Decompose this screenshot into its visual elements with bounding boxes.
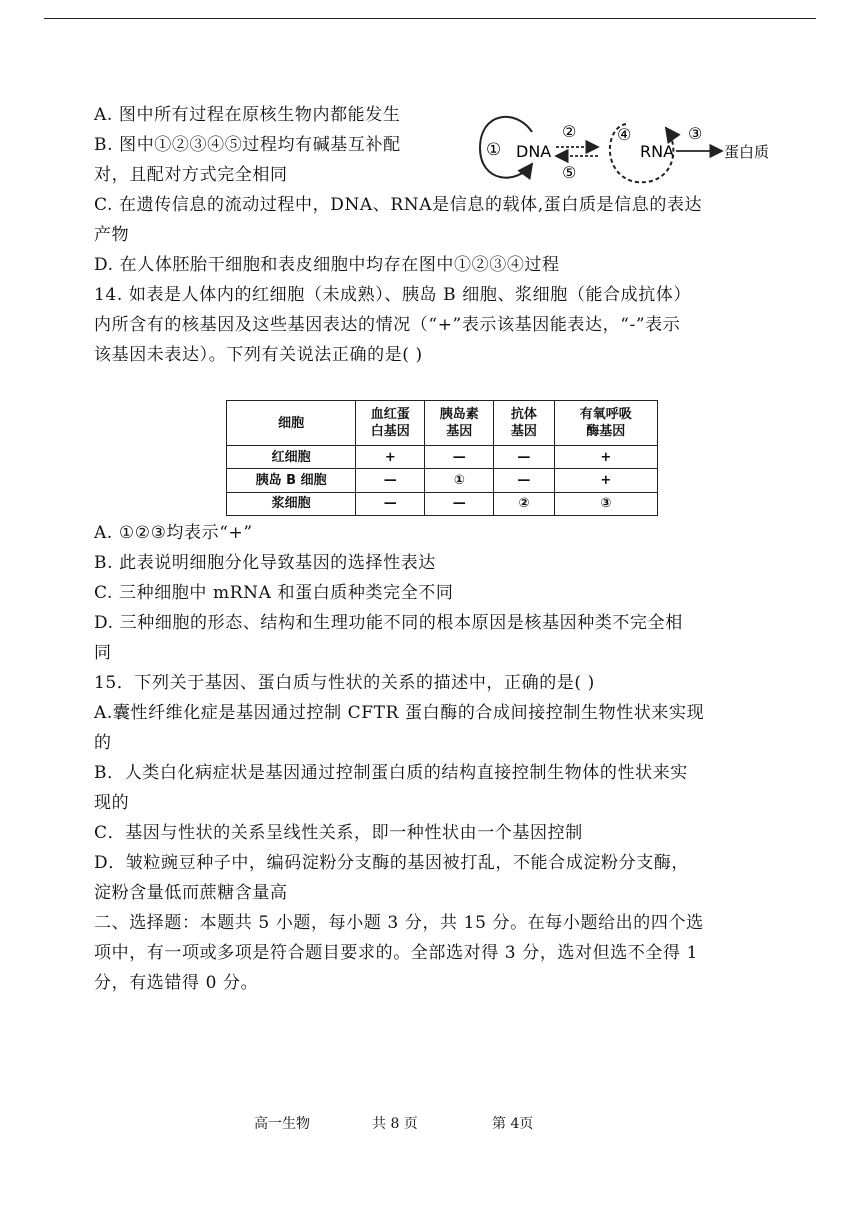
q13-option-b-line1: B. 图中①②③④⑤过程均有碱基互补配 <box>94 135 401 155</box>
table-cell: ① <box>425 469 494 492</box>
circle-5: ⑤ <box>562 163 577 182</box>
table-cell: 胰岛 B 细胞 <box>227 469 356 492</box>
q14-option-d-line2: 同 <box>94 643 112 663</box>
q15-option-b-line1: B．人类白化病症状是基因通过控制蛋白质的结构直接控制生物体的性状来实 <box>94 763 688 783</box>
table-cell: — <box>356 492 425 515</box>
page-content <box>94 100 772 998</box>
table-cell: — <box>494 469 554 492</box>
q14-stem-line3: 该基因未表达）。下列有关说法正确的是( ) <box>94 345 423 365</box>
table-row <box>227 446 658 469</box>
header-cell: 有氧呼吸 酶基因 <box>554 401 657 446</box>
table-cell: — <box>494 446 554 469</box>
footer-total-pages: 共 8 页 <box>372 1116 418 1132</box>
q14-option-b: B. 此表说明细胞分化导致基因的选择性表达 <box>94 553 436 573</box>
table-cell: — <box>425 492 494 515</box>
dna-label: DNA <box>516 142 552 161</box>
q15-option-d-line2: 淀粉含量低而蔗糖含量高 <box>94 883 288 903</box>
header-cell: 胰岛素 基因 <box>425 401 494 446</box>
table-cell: + <box>554 446 657 469</box>
q14-option-d-line1: D. 三种细胞的形态、结构和生理功能不同的根本原因是核基因种类不完全相 <box>94 613 683 633</box>
section2-line3: 分，有选错得 0 分。 <box>94 973 259 993</box>
q13-option-d: D. 在人体胚胎干细胞和表皮细胞中均存在图中①②③④过程 <box>94 255 560 275</box>
table-cell: 浆细胞 <box>227 492 356 515</box>
header-rule <box>44 18 816 19</box>
rna-label: RNA <box>640 142 675 161</box>
q13-option-c-line2: 产物 <box>94 225 130 245</box>
q14-stem-line1: 14. 如表是人体内的红细胞（未成熟）、胰岛 B 细胞、浆细胞（能合成抗体） <box>94 285 692 305</box>
table-cell: 红细胞 <box>227 446 356 469</box>
gene-expression-table <box>226 400 658 516</box>
q15-stem: 15．下列关于基因、蛋白质与性状的关系的描述中，正确的是( ) <box>94 673 595 693</box>
circle-1: ① <box>486 140 502 160</box>
header-cell: 血红蛋 白基因 <box>356 401 425 446</box>
table-header-row <box>227 401 658 446</box>
header-cell: 细胞 <box>227 401 356 446</box>
q15-option-a-line2: 的 <box>94 733 112 753</box>
q13-option-b-line2: 对，且配对方式完全相同 <box>94 165 288 185</box>
section2-line1: 二、选择题：本题共 5 小题，每小题 3 分，共 15 分。在每小题给出的四个选 <box>94 913 704 933</box>
footer-subject: 高一生物 <box>254 1116 310 1132</box>
q14-option-a: A. ①②③均表示“+” <box>94 523 253 543</box>
table-row <box>227 492 658 515</box>
footer-page-number: 第 4页 <box>492 1116 534 1132</box>
q13-option-a: A. 图中所有过程在原核生物内都能发生 <box>94 105 401 125</box>
section2-line2: 项中，有一项或多项是符合题目要求的。全部选对得 3 分，选对但选不全得 1 <box>94 943 699 963</box>
circle-3: ③ <box>688 124 703 143</box>
circle-4: ④ <box>617 125 632 144</box>
q15-option-b-line2: 现的 <box>94 793 130 813</box>
q14-option-c: C. 三种细胞中 mRNA 和蛋白质种类完全不同 <box>94 583 454 603</box>
q13-option-c-line1: C. 在遗传信息的流动过程中，DNA、RNA是信息的载体,蛋白质是信息的表达 <box>94 195 703 215</box>
q15-option-a-line1: A.囊性纤维化症是基因通过控制 CFTR 蛋白酶的合成间接控制生物性状来实现 <box>94 703 705 723</box>
table-row <box>227 469 658 492</box>
protein-label: 蛋白质 <box>724 143 770 161</box>
table-cell: — <box>425 446 494 469</box>
table-cell: + <box>356 446 425 469</box>
header-cell: 抗体 基因 <box>494 401 554 446</box>
q15-option-c: C．基因与性状的关系呈线性关系，即一种性状由一个基因控制 <box>94 823 583 843</box>
gene-expression-table-wrap <box>226 400 658 516</box>
table-cell: ② <box>494 492 554 515</box>
table-cell: + <box>554 469 657 492</box>
page-footer <box>0 1113 860 1133</box>
q15-option-d-line1: D．皱粒豌豆种子中，编码淀粉分支酶的基因被打乱，不能合成淀粉分支酶， <box>94 853 690 873</box>
circle-2: ② <box>562 122 577 141</box>
table-cell: — <box>356 469 425 492</box>
q14-stem-line2: 内所含有的核基因及这些基因表达的情况（“+”表示该基因能表达，“-”表示 <box>94 315 681 335</box>
table-cell: ③ <box>554 492 657 515</box>
